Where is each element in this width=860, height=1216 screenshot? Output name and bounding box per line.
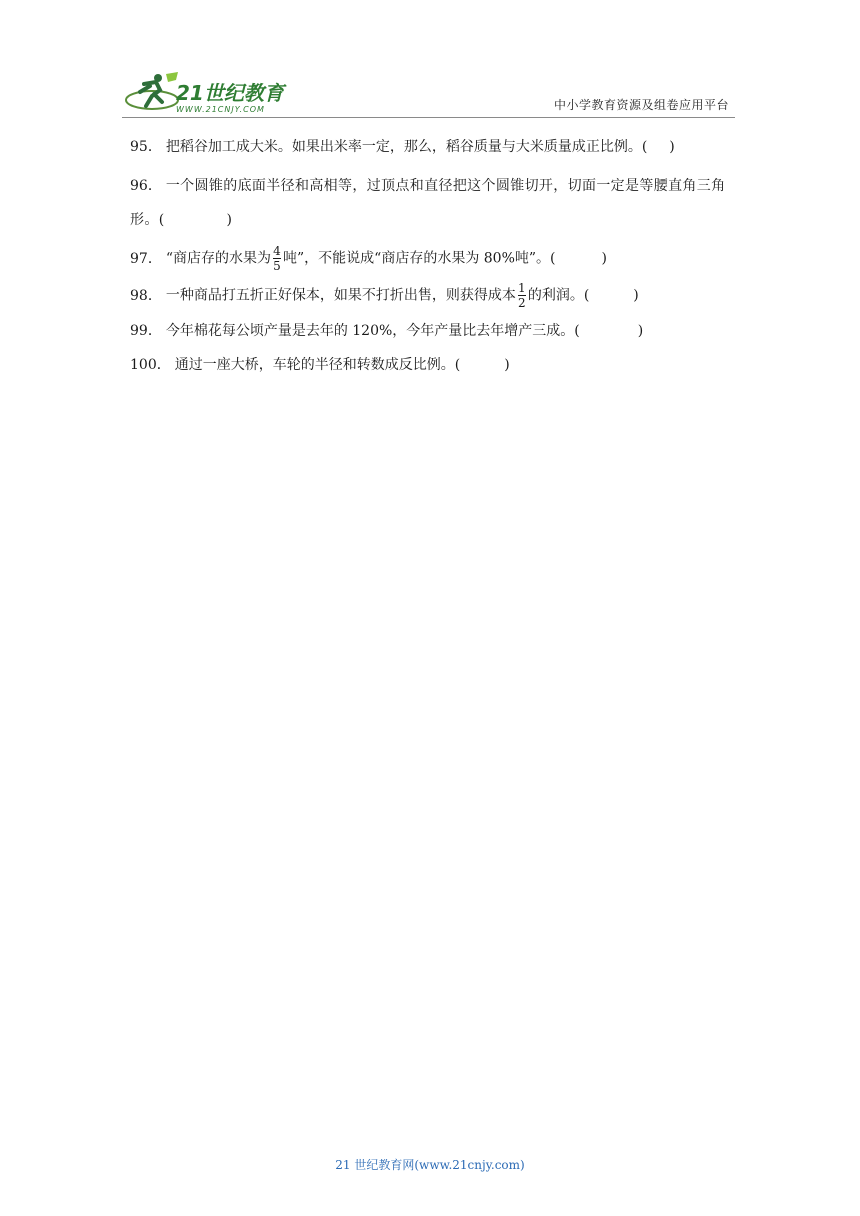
question-100 <box>130 353 740 377</box>
question-number: 100． <box>130 357 171 373</box>
header-tagline: 中小学教育资源及组卷应用平台 <box>553 98 729 112</box>
question-text-post: 吨”，不能说成“商店存的水果为 80%吨”。( <box>283 250 556 267</box>
question-close: ) <box>669 139 675 155</box>
header-divider <box>122 117 735 118</box>
question-number: 97． <box>130 250 162 267</box>
logo-url: WWW.21CNJY.COM <box>176 105 265 114</box>
question-close: ) <box>601 250 607 267</box>
question-97 <box>130 245 740 272</box>
question-98 <box>130 282 740 309</box>
fraction-numerator: 1 <box>518 281 526 295</box>
page-footer: 21 世纪教育网(www.21cnjy.com) <box>335 1158 525 1172</box>
fraction-denominator: 5 <box>273 259 281 273</box>
logo-icon <box>122 70 292 120</box>
question-95 <box>130 135 740 159</box>
question-text-post: 的利润。( <box>527 287 590 304</box>
question-text-pre: 一种商品打五折正好保本，如果不打折出售，则获得成本 <box>165 287 516 304</box>
question-close: ) <box>504 357 510 373</box>
question-number: 96． <box>130 178 162 194</box>
question-close: ) <box>633 287 639 304</box>
question-text: 一个圆锥的底面半径和高相等，过顶点和直径把这个圆锥切开，切面一定是等腰直角三角形。( <box>130 178 726 228</box>
question-number: 98． <box>130 287 162 304</box>
question-text-pre: “商店存的水果为 <box>165 250 271 267</box>
question-number: 95． <box>130 139 162 155</box>
fraction <box>273 245 281 272</box>
logo-text: 21世纪教育 <box>176 81 284 105</box>
question-number: 99． <box>130 323 162 339</box>
fraction-numerator: 4 <box>273 244 281 258</box>
question-text: 把稻谷加工成大米。如果出米率一定，那么，稻谷质量与大米质量成正比例。( <box>165 139 648 155</box>
question-close: ) <box>226 212 232 228</box>
question-list <box>130 135 740 387</box>
question-close: ) <box>637 323 644 339</box>
question-96 <box>130 169 740 237</box>
page-header <box>0 0 860 130</box>
question-text: 通过一座大桥，车轮的半径和转数成反比例。( <box>174 357 461 373</box>
logo <box>122 70 292 120</box>
fraction-denominator: 2 <box>518 296 526 310</box>
fraction <box>518 282 526 309</box>
question-text: 今年棉花每公顷产量是去年的 120%，今年产量比去年增产三成。( <box>165 323 580 339</box>
question-99 <box>130 319 740 343</box>
